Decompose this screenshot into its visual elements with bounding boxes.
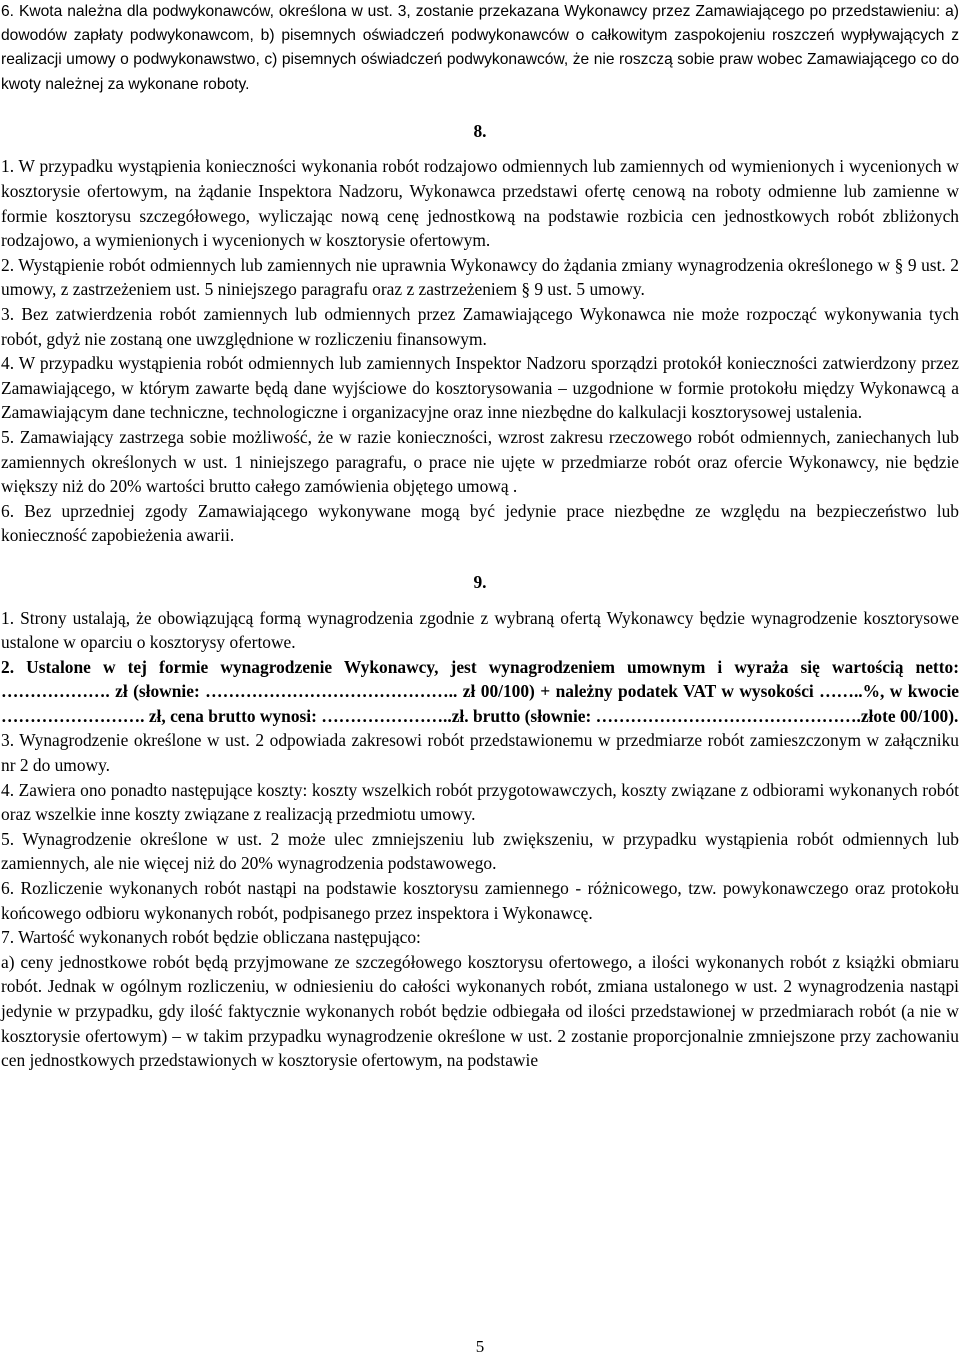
section-8-paragraph-6: 6. Bez uprzedniej zgody Zamawiającego wykonywane mogą być jedynie prace niezbędne ze względu na bezpieczeństwo lub konieczność zapobieżenia awarii. <box>1 500 959 546</box>
section-8-paragraph-4: 4. W przypadku wystąpienia robót odmiennych lub zamiennych Inspektor Nadzoru sporządzi protokół konieczności zatwierdzony przez Zamawiającego, w którym zawarte będą dane wyjściowe do kosztorysowania – uzgodnione w formie protokołu między Wykonawcą a Zamawiającym dane techniczne, technologiczne i organizacyjne oraz inne niezbędne do kalkulacji kosztorysowej ustalenia. <box>1 353 959 423</box>
section-8-paragraph-3: 3. Bez zatwierdzenia robót zamiennych lub odmiennych przez Zamawiającego Wykonawca nie może rozpocząć wykonywania tych robót, gdyż nie zostaną one uwzględnione w rozliczeniu finansowym. <box>1 303 959 349</box>
section-8-paragraph-5: 5. Zamawiający zastrzega sobie możliwość, że w razie konieczności, wzrost zakresu rzeczowego robót odmiennych, zaniechanych lub zamiennych określonych w ust. 1 niniejszego paragrafu, o prace nie ujęte w przedmiarze robót oraz ofercie Wykonawcy, nie będzie większy niż do 20% wartości brutto całego zamówienia objętego umową . <box>1 426 959 497</box>
section-9-paragraph-6: 6. Rozliczenie wykonanych robót nastąpi na podstawie kosztorysu zamiennego - różnicowego, tzw. powykonawczego oraz protokołu końcowego odbioru wykonanych robót, podpisanego przez inspektora i Wykonawcę. <box>1 878 959 923</box>
section-heading-8: 8. <box>473 120 487 141</box>
section-9-paragraph-3: 3. Wynagrodzenie określone w ust. 2 odpowiada zakresowi robót przedstawionemu w przedmiarze robót zamieszczonym w załączniku nr 2 do umowy. <box>1 730 959 776</box>
section-8-paragraph-1: 1. W przypadku wystąpienia konieczności wykonania robót rodzajowo odmiennych lub zamiennych od wymienionych i wycenionych w kosztorysie ofertowym, na żądanie Inspektora Nadzoru, Wykonawca przedstawi ofertę cenową na roboty odmienne lub zamienne w formie kosztorysu szczegółowego, wyliczając nową cenę jednostkową na podstawie rozbicia cen jednostkowych robót zbliżonych rodzajowo, a wymienionych i wycenionych w kosztorysie ofertowym. <box>1 156 959 251</box>
section-9-paragraph-5: 5. Wynagrodzenie określone w ust. 2 może ulec zmniejszeniu lub zwiększeniu, w przypadku wystąpienia robót odmiennych lub zamiennych, ale nie więcej niż do 20% wynagrodzenia podstawowego. <box>1 828 959 874</box>
section-9-paragraph-1: 1. Strony ustalają, że obowiązującą formą wynagrodzenia zgodnie z wybraną ofertą Wykonawcy będzie wynagrodzenie kosztorysowe ustalone w oparciu o kosztorysy ofertowe. <box>1 607 959 653</box>
section-9-paragraph-4: 4. Zawiera ono ponadto następujące koszty: koszty wszelkich robót przygotowawczych, koszty związane z odbiorami wykonanych robót oraz wszelkie inne koszty związane z realizacją przedmiotu umowy. <box>1 779 959 825</box>
section-9-paragraph-7: 7. Wartość wykonanych robót będzie obliczana następująco: <box>1 927 421 948</box>
section-9-paragraph-7a: a) ceny jednostkowe robót będą przyjmowane ze szczegółowego kosztorysu ofertowego, a ilości wykonanych robót z książki obmiaru robót. Jednak w ogólnym rozliczeniu, w odniesieniu do całości wykonanych robót, zmiana ustalonego w ust. 2 wynagrodzenia nastąpi jedynie w przypadku, gdy ilość faktycznie wykonanych robót będzie odbiegała od ilości przedstawionej w przedmiarach robót (a nie w kosztorysie ofertowym) – w takim przypadku wynagrodzenie określone w ust. 2 zostanie proporcjonalnie zmniejszone przy zachowaniu cen jednostkowych przedstawionych w kosztorysie ofertowym, na podstawie <box>1 951 959 1071</box>
section-8-paragraph-2: 2. Wystąpienie robót odmiennych lub zamiennych nie uprawnia Wykonawcy do żądania zmiany wynagrodzenia określonego w § 9 ust. 2 umowy, z zastrzeżeniem ust. 5 niniejszego paragrafu oraz z zastrzeżeniem § 9 ust. 5 umowy. <box>1 254 959 300</box>
paragraph-6-payment-subcontractors: 6. Kwota należna dla podwykonawców, określona w ust. 3, zostanie przekazana Wykonawcy przez Zamawiającego po przedstawieniu: a) dowodów zapłaty podwykonawcom, b) pisemnych oświadczeń podwykonawców o całkowitym zaspokojeniu roszczeń wypływających z realizacji umowy o podwykonawstwo, c) pisemnych oświadczeń podwykonawców, że nie roszczą sobie praw wobec Zamawiającego co do kwoty należnej za wykonane roboty. <box>1 3 959 93</box>
section-heading-9: 9. <box>473 571 487 592</box>
section-9-paragraph-2-remuneration: 2. Ustalone w tej formie wynagrodzenie Wykonawcy, jest wynagrodzeniem umownym i wyraża się wartością netto: ………………. zł (słownie: …………………………………….. zł 00/100) + należny podatek VAT w wysokości ……..%, w kwocie ……………………. zł, cena brutto wynosi: …………………..zł. brutto (słownie: ……………………………………….złote 00/100). <box>1 656 959 726</box>
page-number: 5 <box>475 1337 485 1356</box>
